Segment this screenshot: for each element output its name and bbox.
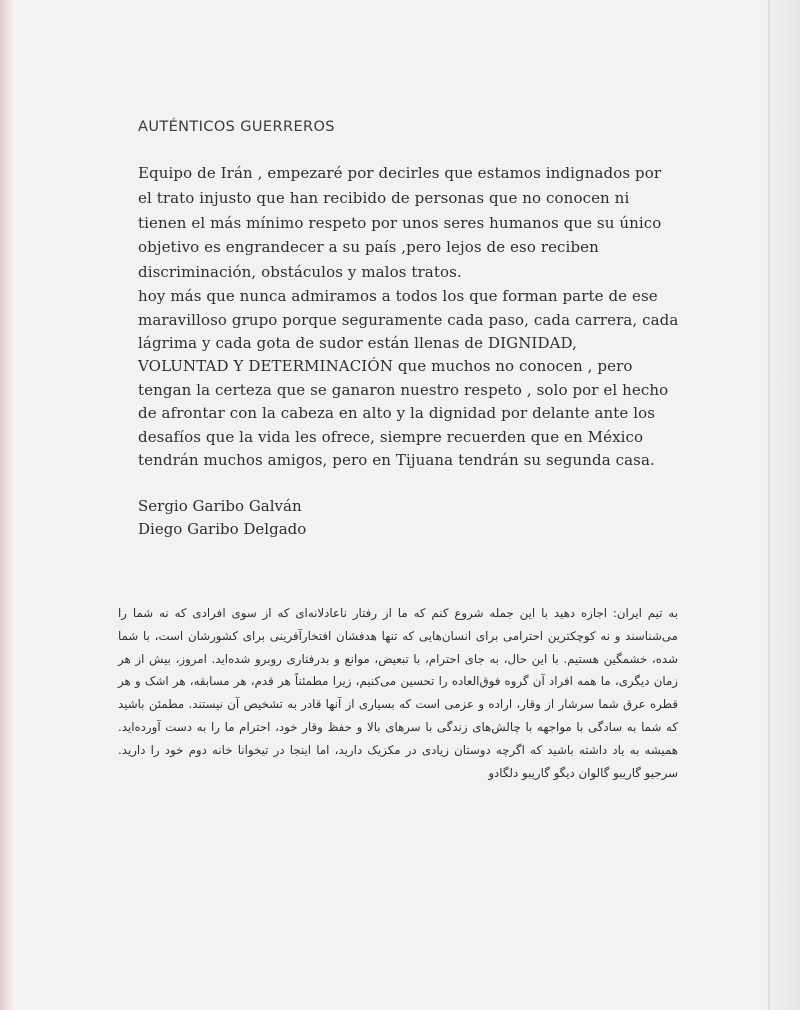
paragraph-line: tienen el más mínimo respeto por unos seres humanos que su único xyxy=(138,214,662,232)
paragraph-line: discriminación, obstáculos y malos tratos. xyxy=(138,263,462,281)
paragraph-line: Equipo de Irán , empezaré por decirles que estamos indignados por xyxy=(138,164,662,182)
paragraph-line: lágrima y cada gota de sudor están llenas de DIGNIDAD, xyxy=(138,334,577,352)
letter-title: AUTÉNTICOS GUERREROS xyxy=(138,119,335,135)
paragraph-line: el trato injusto que han recibido de personas que no conocen ni xyxy=(138,189,630,207)
paragraph-line: VOLUNTAD Y DETERMINACIÓN que muchos no conocen , pero xyxy=(138,357,633,375)
paragraph-line: tendrán muchos amigos, pero en Tijuana tendrán su segunda casa. xyxy=(138,451,655,469)
paragraph-line: objetivo es engrandecer a su país ,pero lejos de eso reciben xyxy=(138,238,599,256)
paragraph-line: de afrontar con la cabeza en alto y la dignidad por delante ante los xyxy=(138,404,656,422)
paragraph-line: tengan la certeza que se ganaron nuestro respeto , solo por el hecho xyxy=(138,381,669,399)
paragraph-line: maravilloso grupo porque seguramente cada paso, cada carrera, cada xyxy=(138,311,679,329)
paragraph-line: hoy más que nunca admiramos a todos los que forman parte de ese xyxy=(138,287,658,305)
paragraph-line: desafíos que la vida les ofrece, siempre recuerden que en México xyxy=(138,428,644,446)
signature-name: Sergio Garibo Galván xyxy=(138,497,302,515)
persian-translation: به تیم ایران: اجازه دهید با این جمله شروع کنم که ما از رفتار ناعادلانه‌ای که از سوی افرادی که نه شما را می‌شناسند و نه کوچکترین احترامی برای انسان‌هایی که تنها هدفشان افتخارآفرینی برای کشورشان است، با شما شده، خشمگین هستیم. با این حال، به جای احترام، با تبعیض، موانع و بدرفتاری روبرو شده‌اید. امروز، بیش از هر زمان دیگری، ما همه افراد آن گروه فوق‌العاده را تحسین می‌کنیم، زیرا مطمئناً هر قدم، هر مسابقه، هر اشک و هر قطره عرق شما سرشار از وقار، اراده و عزمی است که بسیاری از آنها قادر به تشخیص آن نیستند. مطمئن باشید که شما به سادگی با مواجهه با چالش‌های زندگی با سرهای بالا و حفظ وقار خود، احترام ما را به دست آورده‌اید. همیشه به یاد داشته باشید که اگرچه دوستان زیادی در مکزیک دارید، اما اینجا در تیخوانا خانه دوم خود را دارید. سرجیو گاریبو گالوان دیگو گاریبو دلگادو xyxy=(118,606,678,780)
signature-name: Diego Garibo Delgado xyxy=(138,520,307,538)
